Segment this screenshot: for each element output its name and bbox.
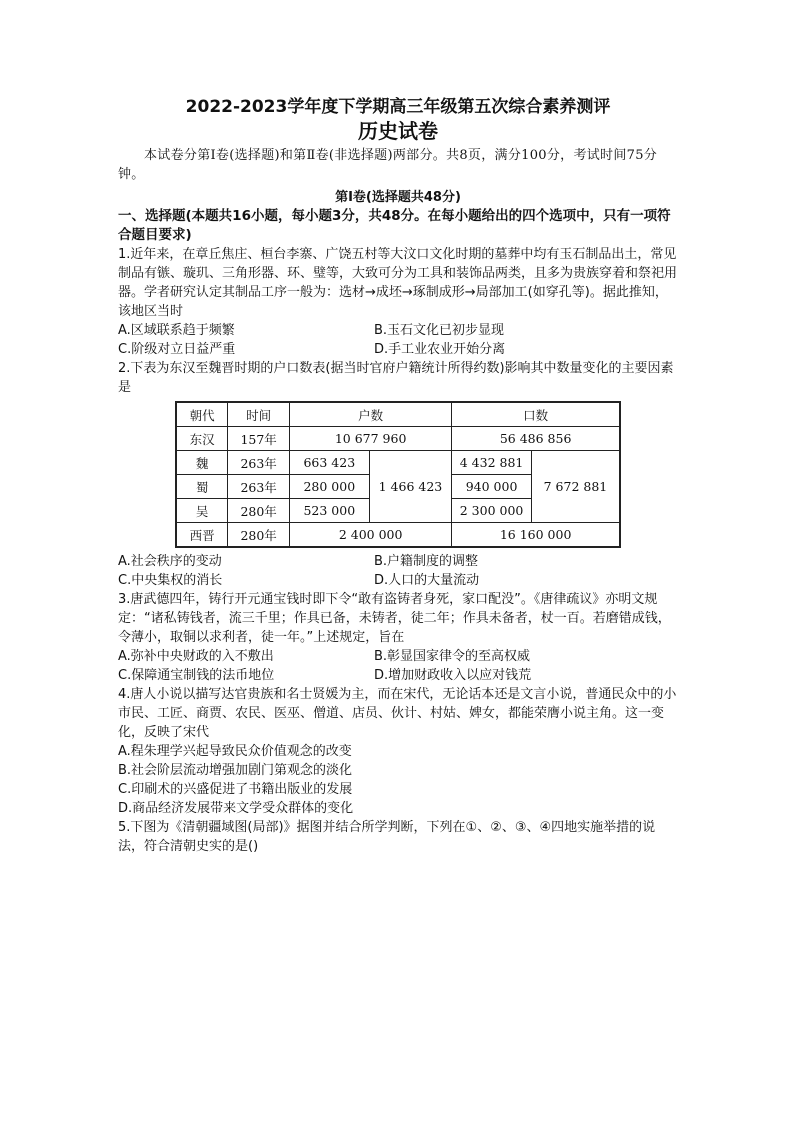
subject-title: 历史试卷 [358,119,438,143]
header-population: 口数 [452,402,620,427]
cell-households: 523 000 [290,499,370,523]
header-time: 时间 [228,402,290,427]
cell-three-kingdoms-households: 1 466 423 [369,451,452,523]
exam-intro: 本试卷分第Ⅰ卷(选择题)和第Ⅱ卷(非选择题)两部分。共8页，满分100分，考试时间75分钟。 [118,148,658,182]
q3-options-row1 [118,647,678,666]
q3-stem: 3.唐武德四年，铸行开元通宝钱时即下令“敢有盗铸者身死，家口配没”。《唐律疏议》亦明文规定：“诸私铸钱者，流三千里；作具已备，未铸者，徒二年；作具未备者，杖一百。若磨错成钱，令薄小，取铜以求利者，徒一年。”上述规定，旨在 [118,592,671,645]
cell-time: 280年 [228,499,290,523]
q1-stem: 1.近年来，在章丘焦庄、桓台李寨、广饶五村等大汶口文化时期的墓葬中均有玉石制品出土，常见制品有镞、璇玑、三角形器、环、璧等，大致可分为工具和装饰品两类，且多为贵族穿着和祭祀用器。学者研究认定其制品工序一般为：选材→成坯→琢制成形→局部加工(如穿孔等)。据此推知，该地区当时 [118,247,678,319]
population-table [175,401,621,548]
q1-options-row1 [118,321,678,340]
cell-households: 10 677 960 [290,427,452,451]
cell-population: 4 432 881 [452,451,532,475]
cell-dynasty: 西晋 [176,523,228,548]
q4-option-d: D.商品经济发展带来文学受众群体的变化 [118,801,354,816]
section-heading: 一、选择题(本题共16小题，每小题3分，共48分。在每小题给出的四个选项中，只有一项符合题目要求) [118,208,671,243]
table-header-row [176,402,620,427]
table-row [176,523,620,548]
q5-stem: 5.下图为《清朝疆域图(局部)》据图并结合所学判断，下列在①、②、③、④四地实施举措的说法，符合清朝史实的是() [118,820,656,854]
cell-dynasty: 东汉 [176,427,228,451]
cell-households: 663 423 [290,451,370,475]
q1-option-a: A.区域联系趋于频繁 [118,323,235,338]
q3-option-d: D.增加财政收入以应对钱荒 [374,668,532,683]
q1-options-row2 [118,340,678,359]
part1-title: 第Ⅰ卷(选择题共48分) [335,190,461,205]
q2-option-a: A.社会秩序的变动 [118,554,222,569]
table-row [176,451,620,475]
header-households: 户数 [290,402,452,427]
q3-options-row2 [118,666,678,685]
cell-households: 280 000 [290,475,370,499]
q1-option-d: D.手工业农业开始分离 [374,342,506,357]
q2-options-row2 [118,571,678,590]
cell-time: 157年 [228,427,290,451]
q3-option-c: C.保障通宝制钱的法币地位 [118,668,275,683]
q4-stem: 4.唐人小说以描写达官贵族和名士贤媛为主，而在宋代，无论话本还是文言小说，普通民众中的小市民、工匠、商贾、农民、医巫、僧道、店员、伙计、村姑、婢女，都能荣膺小说主角。这一变化，反映了宋代 [118,687,677,740]
cell-dynasty: 魏 [176,451,228,475]
q2-option-d: D.人口的大量流动 [374,573,480,588]
q2-stem: 2.下表为东汉至魏晋时期的户口数表(据当时官府户籍统计所得约数)影响其中数量变化的主要因素是 [118,361,674,395]
q4-option-a: A.程朱理学兴起导致民众价值观念的改变 [118,744,352,759]
cell-time: 280年 [228,523,290,548]
cell-households: 2 400 000 [290,523,452,548]
q2-option-c: C.中央集权的消长 [118,573,223,588]
q3-option-a: A.弥补中央财政的入不敷出 [118,649,274,664]
q2-options-row1 [118,552,678,571]
cell-three-kingdoms-population: 7 672 881 [531,451,620,523]
cell-population: 940 000 [452,475,532,499]
cell-dynasty: 蜀 [176,475,228,499]
q4-option-c: C.印刷术的兴盛促进了书籍出版业的发展 [118,782,353,797]
table-row [176,427,620,451]
q1-option-c: C.阶级对立日益严重 [118,342,236,357]
q1-option-b: B.玉石文化已初步显现 [374,323,505,338]
q4-option-b: B.社会阶层流动增强加剧门第观念的淡化 [118,763,353,778]
cell-time: 263年 [228,475,290,499]
exam-title: 2022-2023学年度下学期高三年级第五次综合素养测评 [185,97,611,117]
header-dynasty: 朝代 [176,402,228,427]
exam-page [118,96,678,856]
q3-option-b: B.彰显国家律令的至高权威 [374,649,531,664]
cell-population: 2 300 000 [452,499,532,523]
cell-population: 16 160 000 [452,523,620,548]
q2-option-b: B.户籍制度的调整 [374,554,479,569]
cell-dynasty: 吴 [176,499,228,523]
cell-time: 263年 [228,451,290,475]
cell-population: 56 486 856 [452,427,620,451]
